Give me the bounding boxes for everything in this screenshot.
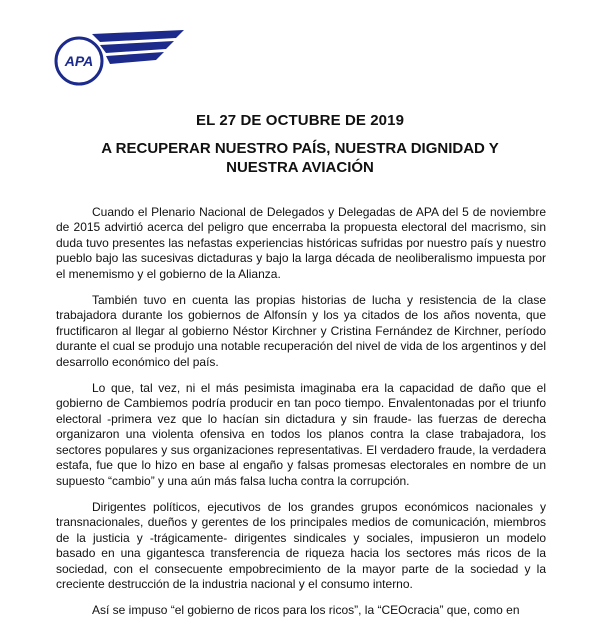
wing-stripe (100, 41, 174, 53)
paragraph: Dirigentes políticos, ejecutivos de los grandes grupos económicos nacionales y transnacionales, dueños y gerentes de los principales medios de comunicación, miembros de la justicia y -trágicamente- dirigentes sindicales y sociales, impusieron un modelo basado en una gigantesca transferencia de riqueza hacia los sectores más ricos de la sociedad, con el consecuente empobrecimiento de la mayor parte de la sociedad y la creciente destrucción de la industria nacional y el consumo interno. (56, 499, 546, 591)
paragraph: Así se impuso “el gobierno de ricos para los ricos”, la “CEOcracia” que, como en (92, 603, 520, 618)
paragraph: Cuando el Plenario Nacional de Delegados y Delegadas de APA del 5 de noviembre de 2015 advirtió acerca del peligro que encerraba la propuesta electoral del macrismo, sin duda tuvo presentes las nefastas experiencias históricas sufridas por nuestro país y nuestro pueblo bajo las sucesivas dictaduras y bajo la larga década de neoliberalismo impuesta por el menemismo y el gobierno de la Alianza. (56, 205, 546, 281)
document-title: EL 27 DE OCTUBRE DE 2019 (195, 112, 405, 129)
apa-wings-logo (52, 28, 186, 88)
document-body (56, 205, 546, 630)
paragraph: También tuvo en cuenta las propias historias de lucha y resistencia de la clase trabajadora durante los gobiernos de Alfonsín y los ya citados de los años noventa, que fructificaron al llegar al gobierno Néstor Kirchner y Cristina Fernández de Kirchner, período durante el cual se produjo una notable recuperación del nivel de vida de los argentinos y del desarrollo económico del país. (56, 293, 546, 369)
wing-stripe (106, 52, 164, 64)
paragraph: Lo que, tal vez, ni el más pesimista imaginaba era la capacidad de daño que el gobierno de Cambiemos podría producir en tan poco tiempo. Envalentonadas por el triunfo electoral -primera vez que lo hacían sin dictadura y sin fraude- las fuerzas de derecha organizaron una violenta ofensiva en todos los planos contra la clase trabajadora, los sectores populares y sus organizaciones representativas. El verdadero fraude, la verdadera estafa, fue que lo hizo en base al engaño y falsas promesas electorales en nombre de un supuesto “cambio” y una aún más falsa lucha contra la corrupción. (56, 381, 546, 488)
logo-text: APA (64, 53, 94, 69)
wing-stripe (92, 30, 184, 42)
document-subtitle: A RECUPERAR NUESTRO PAÍS, NUESTRA DIGNIDAD Y NUESTRA AVIACIÓN (101, 140, 499, 176)
